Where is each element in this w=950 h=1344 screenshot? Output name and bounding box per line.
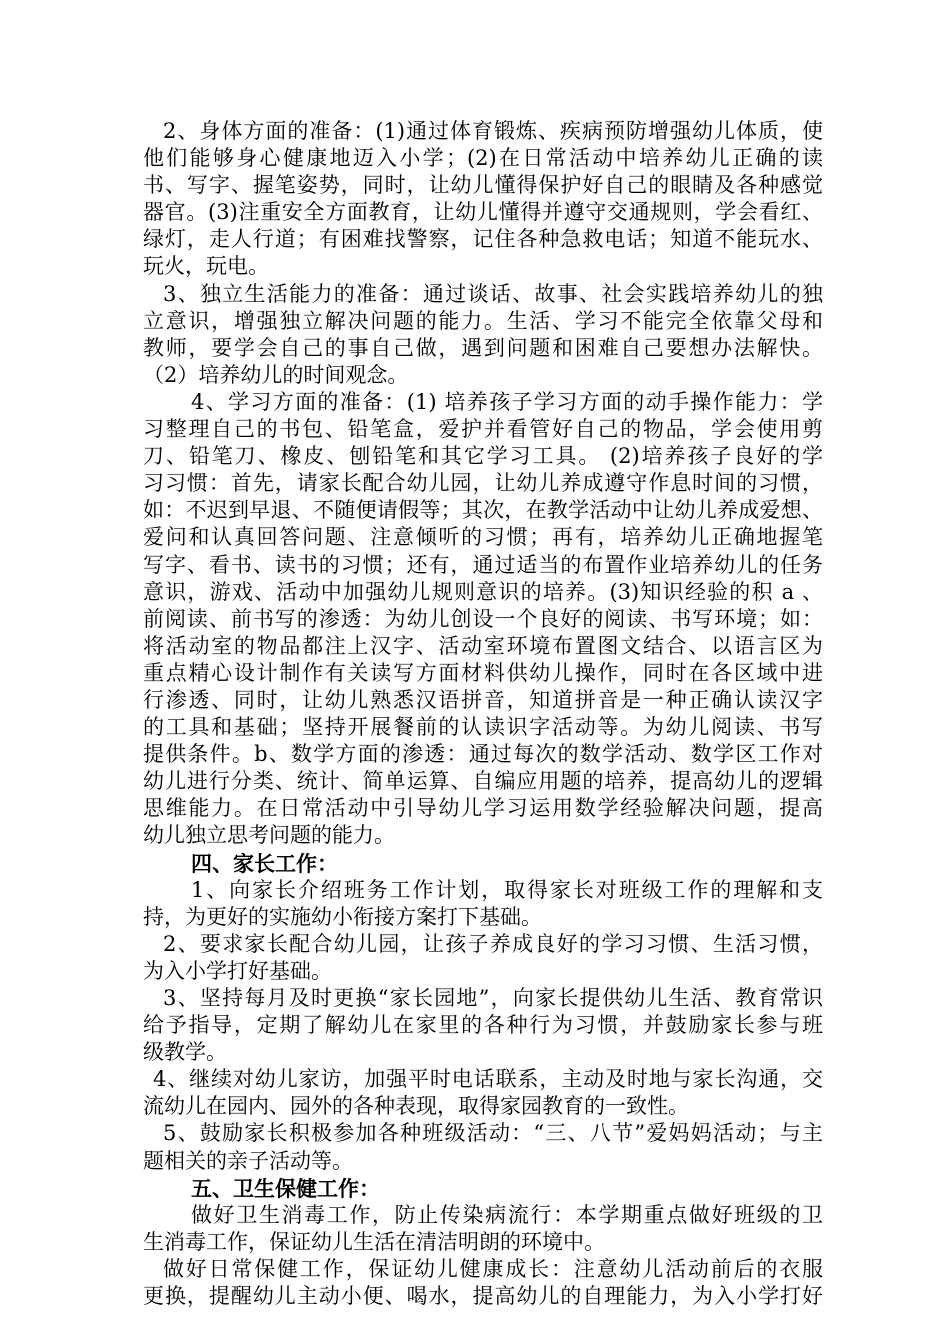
- text-line: 幼儿独立思考问题的能力。: [143, 823, 395, 848]
- text-line: 器官。(3)注重安全方面教育，让幼儿懂得并遵守交通规则，学会看红、: [143, 200, 823, 225]
- text-line: 幼儿进行分类、统计、简单运算、自编应用题的培养，提高幼儿的逻辑: [143, 769, 823, 794]
- text-line: 持，为更好的实施幼小衔接方案打下基础。: [143, 904, 542, 929]
- text-line: 教师，要学会自己的事自己做，遇到问题和困难自己要想办法解快。: [143, 335, 823, 360]
- text-line: 他们能够身心健康地迈入小学；(2)在日常活动中培养幼儿正确的读: [143, 146, 823, 171]
- text-line: 生消毒工作，保证幼儿生活在清洁明朗的环境中。: [143, 1229, 605, 1254]
- text-line: 提供条件。b、数学方面的渗透：通过每次的数学活动、数学区工作对: [143, 742, 823, 767]
- text-line: 玩火，玩电。: [143, 254, 269, 279]
- text-line: 流幼儿在园内、园外的各种表现，取得家园教育的一致性。: [143, 1094, 689, 1119]
- text-line: 级教学。: [143, 1040, 227, 1065]
- text-line: 5、鼓励家长积极参加各种班级活动：“三、八节”爱妈妈活动；与主: [163, 1121, 823, 1146]
- text-line: 2、身体方面的准备：(1)通过体育锻炼、疾病预防增强幼儿体质，使: [163, 119, 823, 143]
- text-line: 书、写字、握笔姿势，同时，让幼儿懂得保护好自己的眼睛及各种感觉: [143, 173, 823, 198]
- text-line: 更换，提醒幼儿主动小便、喝水，提高幼儿的自理能力，为入小学打好: [143, 1284, 823, 1309]
- text-line: 的工具和基础；坚持开展餐前的认读识字活动等。为幼儿阅读、书写: [143, 715, 823, 740]
- text-line: 给予指导，定期了解幼儿在家里的各种行为习惯，并鼓励家长参与班: [143, 1013, 823, 1038]
- text-line: 做好日常保健工作，保证幼儿健康成长：注意幼儿活动前后的衣服: [163, 1256, 823, 1281]
- text-line: 行渗透、同时，让幼儿熟悉汉语拼音，知道拼音是一种正确认读汉字: [143, 687, 823, 712]
- text-line: 将活动室的物品都注上汉字、活动室环境布置图文结合、以语言区为: [143, 633, 823, 658]
- text-line: 立意识，增强独立解决问题的能力。生活、学习不能完全依靠父母和: [143, 308, 823, 333]
- text-line: 写字、看书、读书的习惯；还有，通过适当的布置作业培养幼儿的任务: [143, 552, 823, 577]
- section-heading: 四、家长工作：: [191, 850, 338, 876]
- text-line: 2、要求家长配合幼儿园，让孩子养成良好的学习习惯、生活习惯，: [163, 931, 823, 956]
- text-line: 做好卫生消毒工作，防止传染病流行：本学期重点做好班级的卫: [191, 1202, 823, 1227]
- text-line: 思维能力。在日常活动中引导幼儿学习运用数学经验解决问题，提高: [143, 796, 823, 821]
- section-heading: 五、卫生保健工作：: [191, 1175, 380, 1201]
- text-line: 为入小学打好基础。: [143, 958, 332, 983]
- text-line: 1、向家长介绍班务工作计划，取得家长对班级工作的理解和支: [191, 877, 823, 902]
- text-line: 4、学习方面的准备：(1) 培养孩子学习方面的动手操作能力：学: [191, 389, 823, 414]
- text-line: 4、继续对幼儿家访，加强平时电话联系，主动及时地与家长沟通，交: [153, 1067, 823, 1092]
- text-line: 习习惯：首先，请家长配合幼儿园，让幼儿养成遵守作息时间的习惯，: [143, 471, 823, 496]
- document-body: [143, 118, 823, 1310]
- text-line: 爱问和认真回答问题、注意倾听的习惯；再有，培养幼儿正确地握笔: [143, 525, 823, 550]
- text-line: （2）培养幼儿的时间观念。: [143, 362, 409, 387]
- text-line: 题相关的亲子活动等。: [143, 1148, 353, 1173]
- text-line: 前阅读、前书写的渗透：为幼儿创设一个良好的阅读、书写环境；如：: [143, 606, 823, 631]
- text-line: 3、坚持每月及时更换“家长园地”，向家长提供幼儿生活、教育常识: [163, 986, 823, 1010]
- text-line: 意识，游戏、活动中加强幼儿规则意识的培养。(3)知识经验的积 a 、: [143, 579, 823, 604]
- text-line: 绿灯，走人行道；有困难找警察，记住各种急救电话；知道不能玩水、: [143, 227, 823, 252]
- text-line: 3、独立生活能力的准备：通过谈话、故事、社会实践培养幼儿的独: [163, 281, 823, 306]
- text-line: 如：不迟到早退、不随便请假等；其次，在教学活动中让幼儿养成爱想、: [143, 498, 823, 523]
- text-line: 重点精心设计制作有关读写方面材料供幼儿操作，同时在各区域中进: [143, 660, 823, 685]
- text-line: 刀、铅笔刀、橡皮、刨铅笔和其它学习工具。 (2)培养孩子良好的学: [143, 444, 823, 469]
- text-line: 习整理自己的书包、铅笔盒，爱护并看管好自己的物品，学会使用剪: [143, 417, 823, 442]
